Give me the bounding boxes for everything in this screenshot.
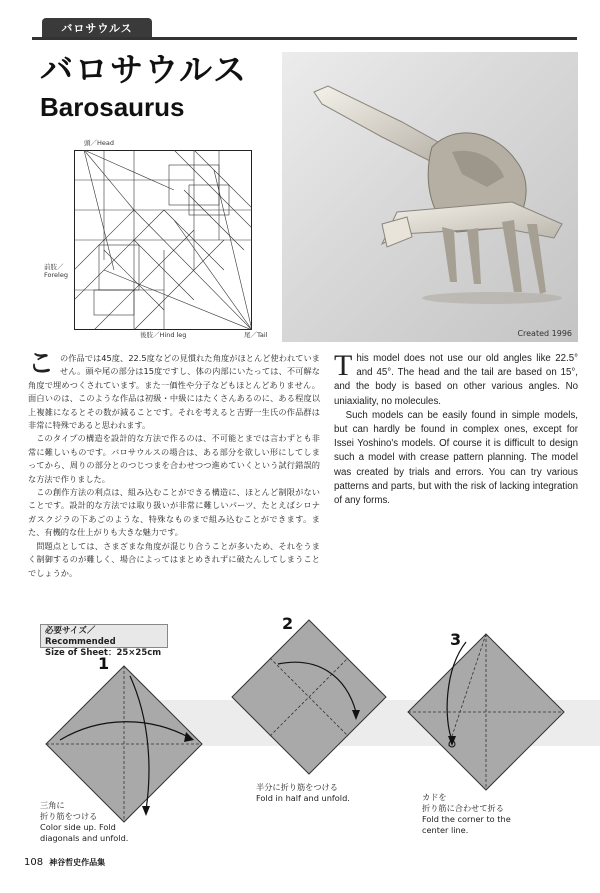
recommended-size-line2: Size of Sheet：25×25cm	[45, 648, 162, 658]
english-paragraph: Such models can be easily found in simple models, but can hardly be found in complex ones, except for Issei Yoshino's models. Of course it is difficult to design such a model with crease pattern planning. The model was created by trials and errors. You can try various patterns and parts, but with the risk of lacking integration of any forms.	[334, 409, 578, 507]
step-3-caption-en: Fold the corner to the	[422, 814, 511, 824]
cp-label-tail: 尾／Tail	[244, 331, 268, 339]
japanese-paragraph: の作品では45度、22.5度などの見慣れた角度がほとんど使われていません。頭や尾の部分は15度ですし、体の内部にいたっては、不可解な角度で埋めつくされています。また一価性や分子などもほとんどありません。面白いのは、このような作品は初級・中級にはたくさんあるのに、ある程度以上複雑になるとその数が減ることです。それを考えると吉野一生氏の作品群は非常に特殊であると思われます。	[28, 353, 320, 431]
japanese-paragraph: この創作方法の利点は、組み込むことができる構造に、ほとんど制限がないことです。設計的な方法では取り扱いが非常に難しいパーツ、たとえばシロナガスクジラの下あごのような、特殊なものまで組み込むことができます。また、有機的な仕上がりも大きな魅力です。	[28, 487, 320, 538]
english-paragraph: his model does not use our old angles like 22.5° and 45°. The head and the tail are based on 15°, and the body is based on other various angles. No uniaxiality, no molecules.	[334, 353, 578, 407]
step-3-caption-jp: カドを	[422, 792, 447, 802]
step-3-caption	[422, 792, 511, 836]
japanese-paragraph: このタイプの構造を設計的な方法で作るのは、不可能とまでは言わずとも非常に難しいものです。バロサウルスの場合は、ある部分を欲しい形にしてしまってから、周りの部分とのつじつまを合わせつつ進めていくという試行錯誤的な方法で作りました。	[28, 433, 320, 484]
recommended-size-box	[40, 624, 168, 658]
book-title: 神谷哲史作品集	[49, 858, 106, 867]
english-dropcap: T	[334, 349, 353, 382]
cp-label-foreleg: 前肢／Foreleg	[44, 263, 68, 279]
step-1-caption-en: Color side up. Fold	[40, 822, 116, 832]
step-1-number: 1	[98, 654, 110, 673]
step-2-number: 2	[282, 614, 294, 633]
step-3-caption-jp: 折り筋に合わせて折る	[422, 803, 504, 813]
step-1-caption	[40, 800, 128, 844]
photo-credit: Created 1996	[517, 329, 572, 338]
cp-label-head: 頭／Head	[84, 139, 114, 147]
step-1-caption-jp: 三角に	[40, 800, 65, 810]
step-1-caption-jp: 折り筋をつける	[40, 811, 98, 821]
page-footer	[24, 857, 105, 868]
step-1-caption-en: diagonals and unfold.	[40, 833, 129, 843]
header-rule	[32, 37, 577, 40]
recommended-size-line1: 必要サイズ／Recommended	[45, 626, 116, 647]
origami-photo	[282, 52, 578, 342]
section-tab: バロサウルス	[42, 18, 152, 38]
cp-label-hindleg: 後肢／Hind leg	[140, 331, 187, 339]
english-body-text	[334, 349, 578, 508]
step-2-caption	[256, 782, 350, 804]
step-3-number: 3	[450, 630, 462, 649]
crease-pattern-diagram	[74, 150, 252, 330]
step-2-caption-en: Fold in half and unfold.	[256, 793, 350, 803]
title-english: Barosaurus	[40, 92, 185, 122]
barosaurus-model-illustration	[282, 52, 578, 342]
japanese-paragraph: 問題点としては、さまざまな角度が混じり合うことが多いため、それをうまく制御するのが難しく、場合によってはまとめきれずに破たんしてしまうことでしょうか。	[28, 540, 320, 578]
japanese-body-text	[28, 349, 320, 580]
japanese-dropcap: こ	[28, 349, 55, 379]
step-2-diagram	[228, 616, 390, 778]
step-3-diagram	[404, 630, 568, 794]
step-2-caption-jp: 半分に折り筋をつける	[256, 782, 338, 792]
page-number: 108	[24, 857, 44, 868]
step-3-caption-en: center line.	[422, 825, 469, 835]
title-japanese: バロサウルス	[40, 50, 249, 89]
